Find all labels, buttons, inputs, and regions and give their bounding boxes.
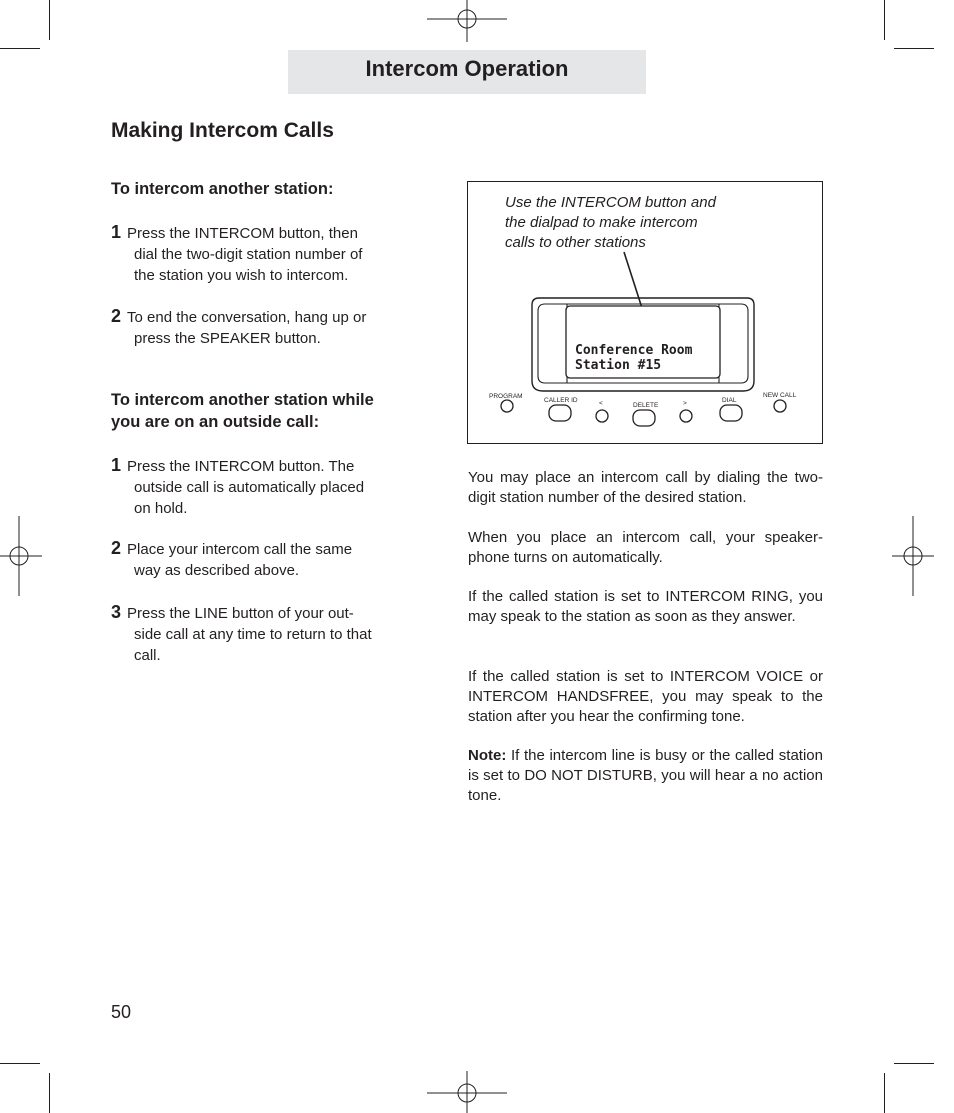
program-button[interactable]	[501, 400, 513, 412]
step-text: call.	[134, 647, 161, 664]
new-call-label: NEW CALL	[763, 392, 797, 399]
right-arrow-button[interactable]	[680, 410, 692, 422]
phone-display-illustration	[467, 181, 823, 444]
paragraph-intercom-ring: If the called station is set to INTERCOM RING, you may speak to the station as soon as they answer.	[468, 588, 823, 625]
bezel-left-panel	[538, 304, 567, 383]
caption-line: calls to other stations	[505, 234, 646, 251]
step-text: dial the two-digit station number of	[134, 246, 363, 263]
crop-mark	[884, 1073, 885, 1113]
caption-line: Use the INTERCOM button and	[505, 194, 716, 211]
step-text: on hold.	[134, 500, 188, 517]
dial-button[interactable]	[720, 405, 742, 421]
step-text: To end the conversation, hang up or	[127, 309, 367, 326]
step-number: 3	[111, 602, 122, 622]
bezel-right-panel	[719, 304, 748, 383]
program-label: PROGRAM	[489, 393, 523, 400]
step-text: Press the INTERCOM button. The	[127, 458, 355, 475]
subheading-intercom-station: To intercom another station:	[111, 180, 334, 198]
step-text: outside call is automatically placed	[134, 479, 365, 496]
paragraph-dialing: You may place an intercom call by dialing the two-digit station number of the desired station.	[468, 469, 823, 506]
registration-mark-icon	[892, 516, 934, 596]
page-number: 50	[111, 1002, 132, 1022]
registration-mark-icon	[0, 516, 42, 596]
crop-mark	[0, 1063, 40, 1064]
left-arrow-label: <	[599, 400, 603, 407]
new-call-button[interactable]	[774, 400, 786, 412]
delete-button[interactable]	[633, 410, 655, 426]
dial-label: DIAL	[722, 397, 737, 404]
registration-mark-icon	[427, 1071, 507, 1113]
paragraph-intercom-voice: If the called station is set to INTERCOM VOICE or INTERCOM HANDSFREE, you may speak to the station after you hear the confirming tone.	[468, 668, 823, 725]
step-1-outside	[111, 455, 364, 519]
step-number: 1	[111, 222, 122, 242]
crop-mark	[49, 1073, 50, 1113]
crop-mark	[884, 0, 885, 40]
step-3-outside	[111, 602, 372, 666]
paragraph-speakerphone: When you place an intercom call, your speaker-phone turns on automatically.	[468, 529, 823, 566]
paragraph-note	[468, 746, 823, 806]
step-text: Press the LINE button of your out-	[127, 605, 354, 622]
step-text: Press the INTERCOM button, then	[127, 225, 358, 242]
step-number: 1	[111, 455, 122, 475]
left-arrow-button[interactable]	[596, 410, 608, 422]
step-2-outside	[111, 538, 352, 581]
crop-mark	[0, 48, 40, 49]
step-text: side call at any time to return to that	[134, 626, 372, 643]
lcd-line-2: Station #15	[575, 358, 662, 373]
caller-id-button[interactable]	[549, 405, 571, 421]
page-header: Intercom Operation	[288, 50, 646, 94]
step-text: Place your intercom call the same	[127, 541, 353, 558]
right-arrow-label: >	[683, 400, 687, 407]
crop-mark	[894, 1063, 934, 1064]
note-text: If the intercom line is busy or the called station is set to DO NOT DISTURB, you will hear a no action tone.	[468, 747, 823, 804]
step-2-end-conversation	[111, 306, 366, 349]
lcd-line-1: Conference Room	[575, 343, 693, 358]
crop-mark	[49, 0, 50, 40]
step-number: 2	[111, 306, 122, 326]
registration-mark-icon	[427, 0, 507, 42]
step-text: the station you wish to intercom.	[134, 267, 349, 284]
crop-mark	[894, 48, 934, 49]
caller-id-label: CALLER ID	[544, 397, 578, 404]
note-label: Note:	[468, 747, 507, 764]
step-1-intercom	[111, 222, 362, 286]
delete-label: DELETE	[633, 402, 659, 409]
subheading-line: To intercom another station while	[111, 391, 374, 409]
section-title: Making Intercom Calls	[111, 119, 334, 142]
subheading-line: you are on an outside call:	[111, 413, 320, 431]
step-text: way as described above.	[134, 562, 300, 579]
caption-line: the dialpad to make intercom	[505, 214, 698, 231]
step-text: press the SPEAKER button.	[134, 330, 321, 347]
step-number: 2	[111, 538, 122, 558]
subheading-outside-call	[111, 389, 374, 433]
